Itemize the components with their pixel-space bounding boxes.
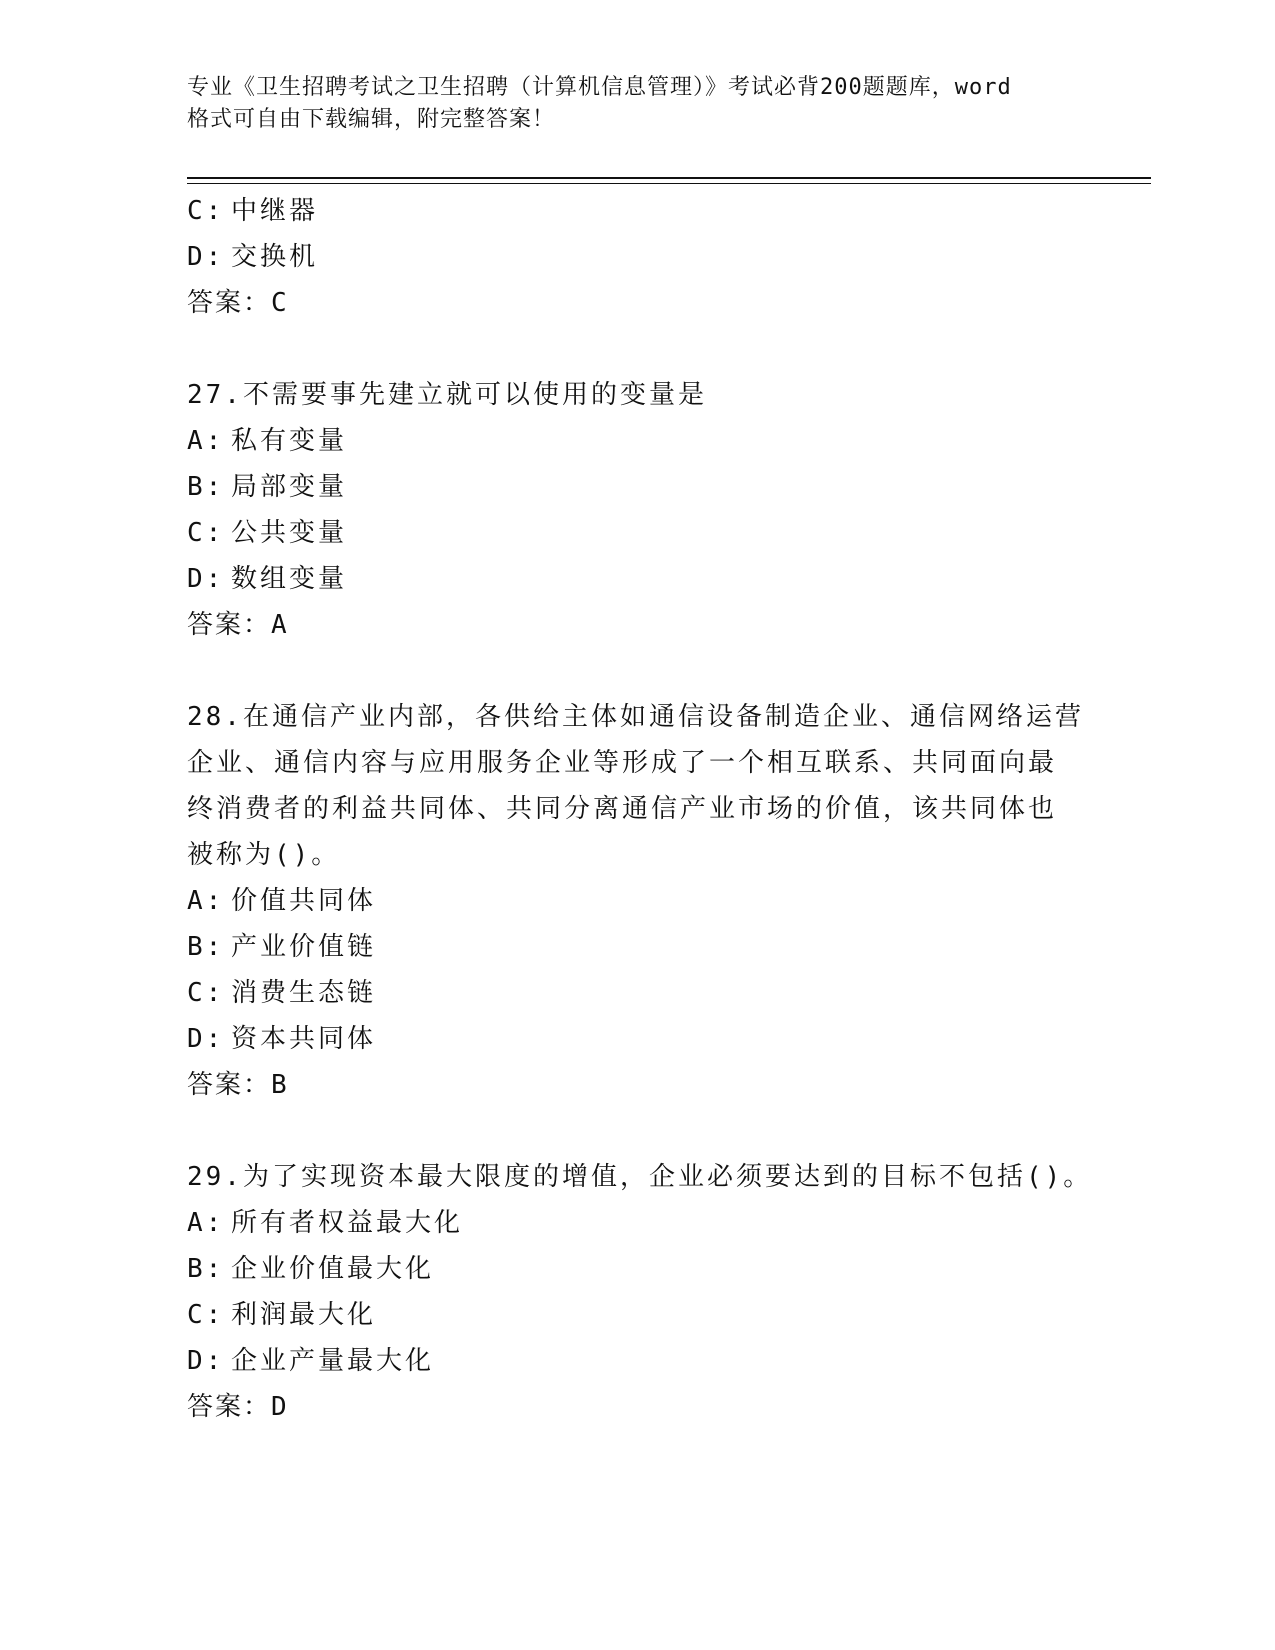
question-stem-line: 终消费者的利益共同体、共同分离通信产业市场的价值，该共同体也 [187,794,1058,824]
question-27 [187,372,1107,648]
option-text: 企业产量最大化 [231,1346,435,1376]
option-text: 交换机 [231,242,319,272]
option-text: 所有者权益最大化 [231,1208,464,1238]
option-text: 企业价值最大化 [231,1254,435,1284]
option-letter: D: [187,1346,225,1376]
option-letter: B: [187,932,225,962]
option-c [187,970,1107,1016]
option-text: 私有变量 [231,426,348,456]
option-text: 价值共同体 [231,886,377,916]
option-d [187,234,1107,280]
question-stem: 27.不需要事先建立就可以使用的变量是 [187,380,707,410]
header-line-2: 格式可自由下载编辑，附完整答案！ [187,107,556,132]
answer-label: 答案： [187,1392,272,1422]
option-c [187,510,1107,556]
option-d [187,1338,1107,1384]
answer-line [187,280,1107,326]
document-header [187,72,1087,136]
question-spacer [187,648,1107,694]
option-letter: C: [187,196,225,226]
question-stem-line: 28.在通信产业内部，各供给主体如通信设备制造企业、通信网络运营 [187,702,1084,732]
answer-value: C [271,288,290,318]
answer-label: 答案： [187,610,272,640]
question-stem-line: 被称为()。 [187,840,341,870]
header-divider-thick [187,177,1151,179]
option-text: 数组变量 [231,564,348,594]
question-29 [187,1154,1107,1430]
option-letter: B: [187,1254,225,1284]
option-c [187,1292,1107,1338]
option-letter: A: [187,1208,225,1238]
question-26-tail [187,188,1107,326]
option-d [187,1016,1107,1062]
option-letter: D: [187,564,225,594]
option-c [187,188,1107,234]
option-letter: C: [187,1300,225,1330]
option-letter: C: [187,978,225,1008]
option-letter: C: [187,518,225,548]
question-28 [187,694,1107,1108]
option-b [187,1246,1107,1292]
question-spacer [187,1108,1107,1154]
option-text: 资本共同体 [231,1024,377,1054]
question-spacer [187,326,1107,372]
answer-label: 答案： [187,288,272,318]
answer-value: D [271,1392,290,1422]
option-a [187,418,1107,464]
option-text: 产业价值链 [231,932,377,962]
option-text: 公共变量 [231,518,348,548]
question-stem-line: 企业、通信内容与应用服务企业等形成了一个相互联系、共同面向最 [187,748,1058,778]
answer-line [187,602,1107,648]
header-divider-thin [187,183,1151,184]
option-text: 中继器 [231,196,319,226]
answer-label: 答案： [187,1070,272,1100]
option-a [187,1200,1107,1246]
option-letter: B: [187,472,225,502]
option-text: 局部变量 [231,472,348,502]
option-d [187,556,1107,602]
header-line-1: 专业《卫生招聘考试之卫生招聘（计算机信息管理）》考试必背200题题库，word [187,75,1012,100]
answer-value: A [271,610,290,640]
option-b [187,924,1107,970]
question-stem: 29.为了实现资本最大限度的增值，企业必须要达到的目标不包括()。 [187,1162,1093,1192]
question-list [187,188,1107,1430]
option-letter: D: [187,242,225,272]
option-letter: A: [187,886,225,916]
option-b [187,464,1107,510]
answer-value: B [271,1070,290,1100]
option-letter: A: [187,426,225,456]
option-text: 消费生态链 [231,978,377,1008]
option-letter: D: [187,1024,225,1054]
option-text: 利润最大化 [231,1300,377,1330]
option-a [187,878,1107,924]
answer-line [187,1062,1107,1108]
answer-line [187,1384,1107,1430]
